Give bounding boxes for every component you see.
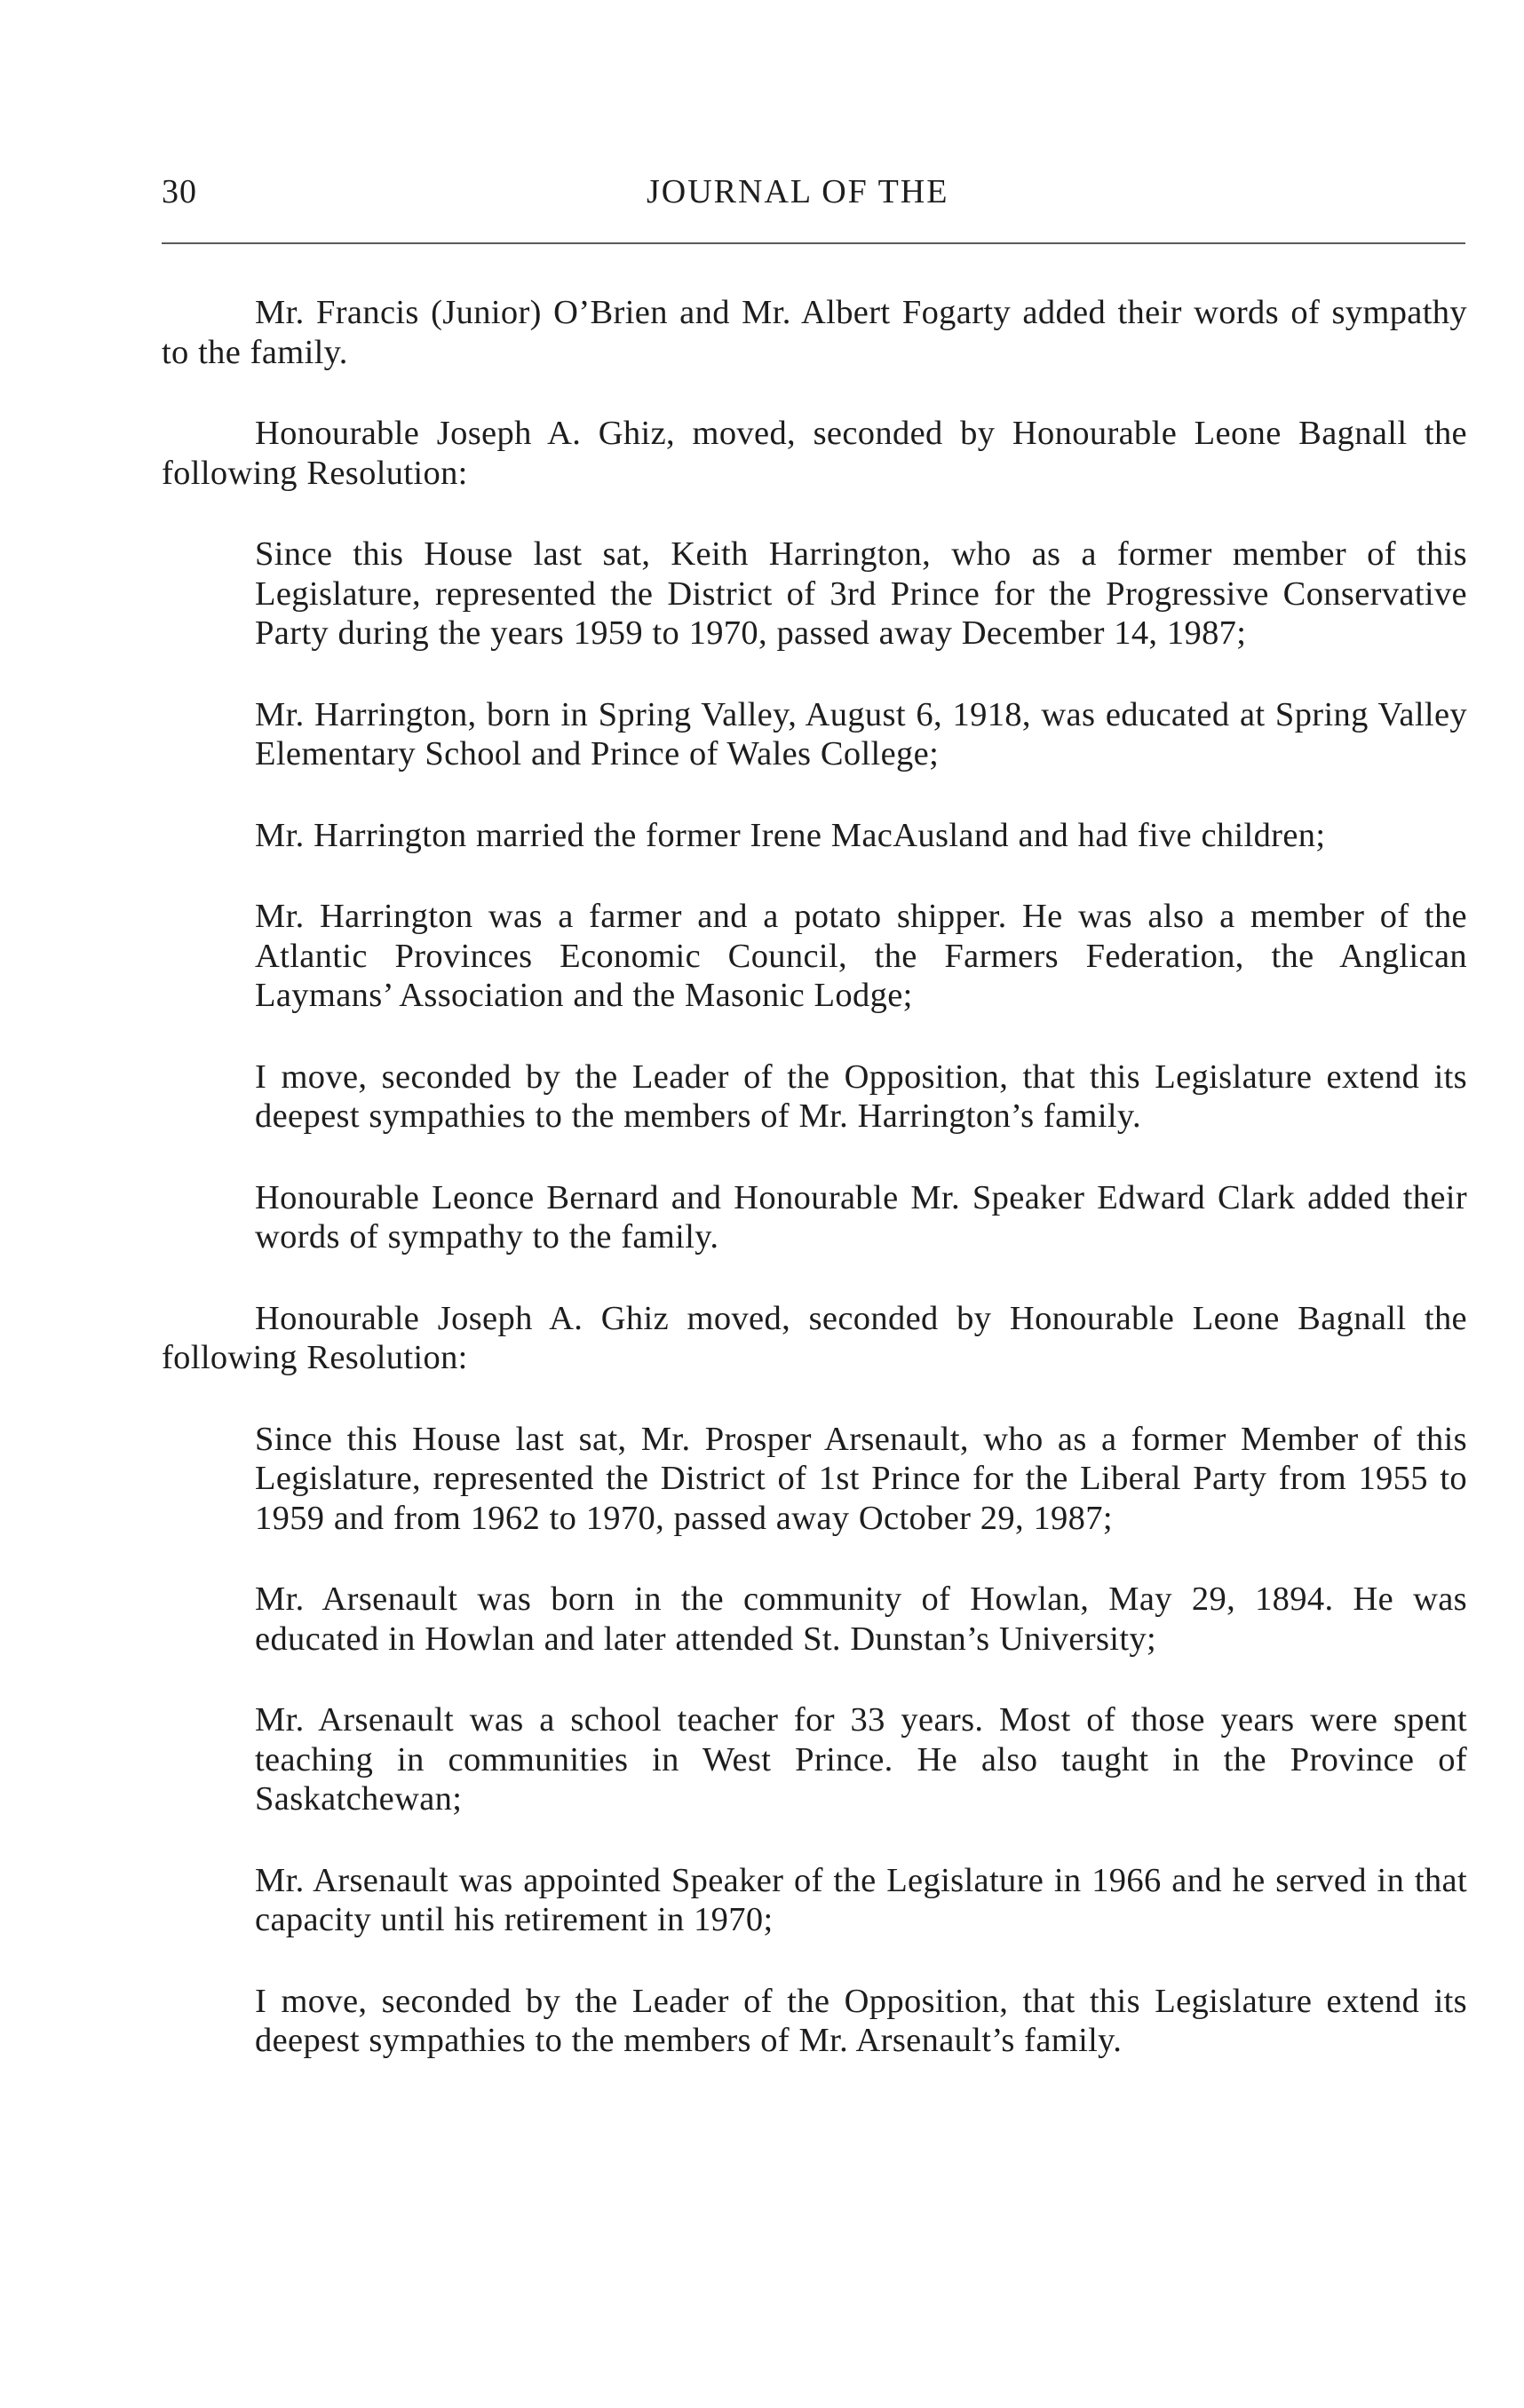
resolution-harrington-motion: I move, seconded by the Leader of the Opposition, that this Legislature extend its deepest sympathies to the members of Mr. Harrington’s family.: [255, 1057, 1467, 1135]
resolution-arsenault-speaker: Mr. Arsenault was appointed Speaker of the Legislature in 1966 and he served in that capacity until his retirement in 1970;: [255, 1861, 1467, 1938]
resolution-arsenault-teacher: Mr. Arsenault was a school teacher for 33 years. Most of those years were spent teaching in communities in West Prince. He also taught in the Province of Saskatchewan;: [255, 1701, 1467, 1818]
paragraph-motion-arsenault: Honourable Joseph A. Ghiz moved, seconded by Honourable Leone Bagnall the following Resolution:: [162, 1299, 1467, 1376]
paragraph-sympathy-bernard-clark: Honourable Leonce Bernard and Honourable Mr. Speaker Edward Clark added their words of sympathy to the family.: [255, 1178, 1467, 1255]
resolution-harrington-service: Since this House last sat, Keith Harrington, who as a former member of this Legislature, represented the District of 3rd Prince for the Progressive Conservative Party during the years 1959 to 1970, passed away December 14, 1987;: [255, 535, 1467, 652]
resolution-harrington-occupation: Mr. Harrington was a farmer and a potato shipper. He was also a member of the Atlantic Provinces Economic Council, the Farmers Federation, the Anglican Laymans’ Association and the Masonic Lodge;: [255, 898, 1467, 1014]
resolution-arsenault-born: Mr. Arsenault was born in the community of Howlan, May 29, 1894. He was educated in Howlan and later attended St. Dunstan’s University;: [255, 1580, 1467, 1658]
header-rule: [162, 242, 1465, 244]
resolution-arsenault-motion: I move, seconded by the Leader of the Opposition, that this Legislature extend its deepest sympathies to the members of Mr. Arsenault’s family.: [255, 1982, 1467, 2059]
journal-body: [162, 293, 1467, 2103]
resolution-harrington-family: Mr. Harrington married the former Irene MacAusland and had five children;: [255, 816, 1326, 854]
running-title: JOURNAL OF THE: [647, 173, 949, 210]
paragraph-sympathy-obrien-fogarty: Mr. Francis (Junior) O’Brien and Mr. Albert Fogarty added their words of sympathy to the family.: [162, 294, 1467, 371]
page-number: 30: [162, 173, 197, 210]
paragraph-motion-harrington: Honourable Joseph A. Ghiz, moved, seconded by Honourable Leone Bagnall the following Resolution:: [162, 415, 1467, 492]
resolution-arsenault-service: Since this House last sat, Mr. Prosper Arsenault, who as a former Member of this Legislature, represented the District of 1st Prince for the Liberal Party from 1955 to 1959 and from 1962 to 1970, passed away October 29, 1987;: [255, 1420, 1467, 1537]
resolution-harrington-born: Mr. Harrington, born in Spring Valley, August 6, 1918, was educated at Spring Valley Elementary School and Prince of Wales College;: [255, 695, 1467, 772]
